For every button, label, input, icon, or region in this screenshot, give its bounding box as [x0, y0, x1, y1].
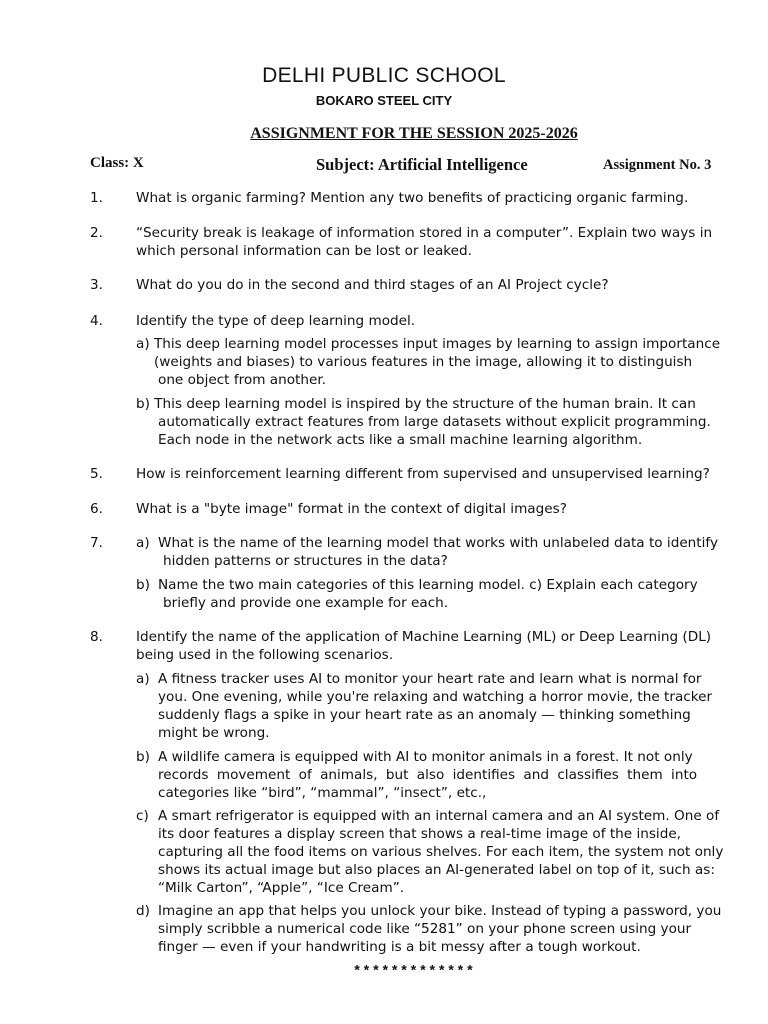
answer-line: A smart refrigerator is equipped with an internal camera and an AI system. One of — [158, 808, 720, 824]
question-number: 4. — [90, 313, 103, 329]
question-text: What is organic farming? Mention any two benefits of practicing organic farming. — [136, 190, 689, 206]
answer-line: finger — even if your handwriting is a bit messy after a tough workout. — [158, 939, 641, 955]
answer-line: “Milk Carton”, “Apple”, “Ice Cream”. — [158, 880, 405, 896]
school-city: BOKARO STEEL CITY — [315, 93, 453, 108]
answer-line: capturing all the food items on various shelves. For each item, the system not only — [158, 844, 724, 860]
question-text-line: “Security break is leakage of information stored in a computer”. Explain two ways in — [136, 225, 713, 241]
sub-label: a) — [136, 671, 150, 687]
answer-line: simply scribble a numerical code like “5281” on your phone screen using your — [158, 921, 692, 937]
question-text: What do you do in the second and third stages of an AI Project cycle? — [136, 277, 609, 293]
answer-line: you. One evening, while you're relaxing and watching a horror movie, the tracker — [158, 689, 713, 705]
question-text: What is a "byte image" format in the context of digital images? — [136, 501, 567, 517]
sub-label: c) — [136, 808, 149, 824]
answer-line: Imagine an app that helps you unlock your bike. Instead of typing a password, you — [158, 903, 722, 919]
answer-line: one object from another. — [158, 372, 327, 388]
answer-line: Name the two main categories of this learning model. c) Explain each category — [158, 577, 698, 593]
answer-line: A fitness tracker uses AI to monitor your heart rate and learn what is normal for — [158, 671, 702, 687]
sub-label: d) — [136, 903, 150, 919]
answer-line: hidden patterns or structures in the data? — [163, 553, 448, 569]
answer-line: automatically extract features from large datasets without explicit programming. — [158, 414, 711, 430]
answer-line: Each node in the network acts like a small machine learning algorithm. — [158, 432, 643, 448]
end-stars: ************* — [352, 964, 476, 980]
question-number: 5. — [90, 466, 103, 482]
answer-line: b) This deep learning model is inspired by the structure of the human brain. It can — [136, 396, 696, 412]
question-text-line: Identify the name of the application of Machine Learning (ML) or Deep Learning (DL) — [136, 629, 712, 645]
question-text-line: being used in the following scenarios. — [136, 647, 394, 663]
answer-line: its door features a display screen that shows a real-time image of the inside, — [158, 826, 682, 842]
answer-line: might be wrong. — [158, 725, 270, 741]
answer-line: briefly and provide one example for each. — [163, 595, 449, 611]
sub-label: b) — [136, 749, 150, 765]
question-number: 8. — [90, 629, 103, 645]
assignment-title: ASSIGNMENT FOR THE SESSION 2025-2026 — [250, 125, 578, 142]
question-number: 2. — [90, 225, 103, 241]
question-number: 3. — [90, 277, 103, 293]
question-number: 6. — [90, 501, 103, 517]
answer-line: A wildlife camera is equipped with AI to monitor animals in a forest. It not only — [158, 749, 693, 765]
sub-label: a) — [136, 535, 150, 551]
answer-line: What is the name of the learning model that works with unlabeled data to identify — [158, 535, 718, 551]
question-number: 1. — [90, 190, 103, 206]
assignment-number: Assignment No. 3 — [603, 157, 712, 173]
answer-line: suddenly flags a spike in your heart rate as an anomaly — thinking something — [158, 707, 691, 723]
answer-line: a) This deep learning model processes input images by learning to assign importance — [136, 336, 721, 352]
answer-line: records movement of animals, but also identifies and classifies them into — [158, 767, 698, 783]
answer-line: shows its actual image but also places an AI-generated label on top of it, such as: — [158, 862, 715, 878]
sub-label: b) — [136, 577, 150, 593]
question-text: How is reinforcement learning different from supervised and unsupervised learning? — [136, 466, 710, 482]
subject-label: Subject: Artificial Intelligence — [316, 155, 528, 174]
class-label: Class: X — [90, 155, 144, 171]
question-text-line: which personal information can be lost or leaked. — [136, 243, 473, 259]
question-text: Identify the type of deep learning model. — [136, 313, 416, 329]
answer-line: (weights and biases) to various features in the image, allowing it to distinguish — [154, 354, 693, 370]
school-name: DELHI PUBLIC SCHOOL — [262, 64, 506, 87]
answer-line: categories like “bird”, “mammal”, “insect”, etc., — [158, 785, 487, 801]
question-number: 7. — [90, 535, 103, 551]
